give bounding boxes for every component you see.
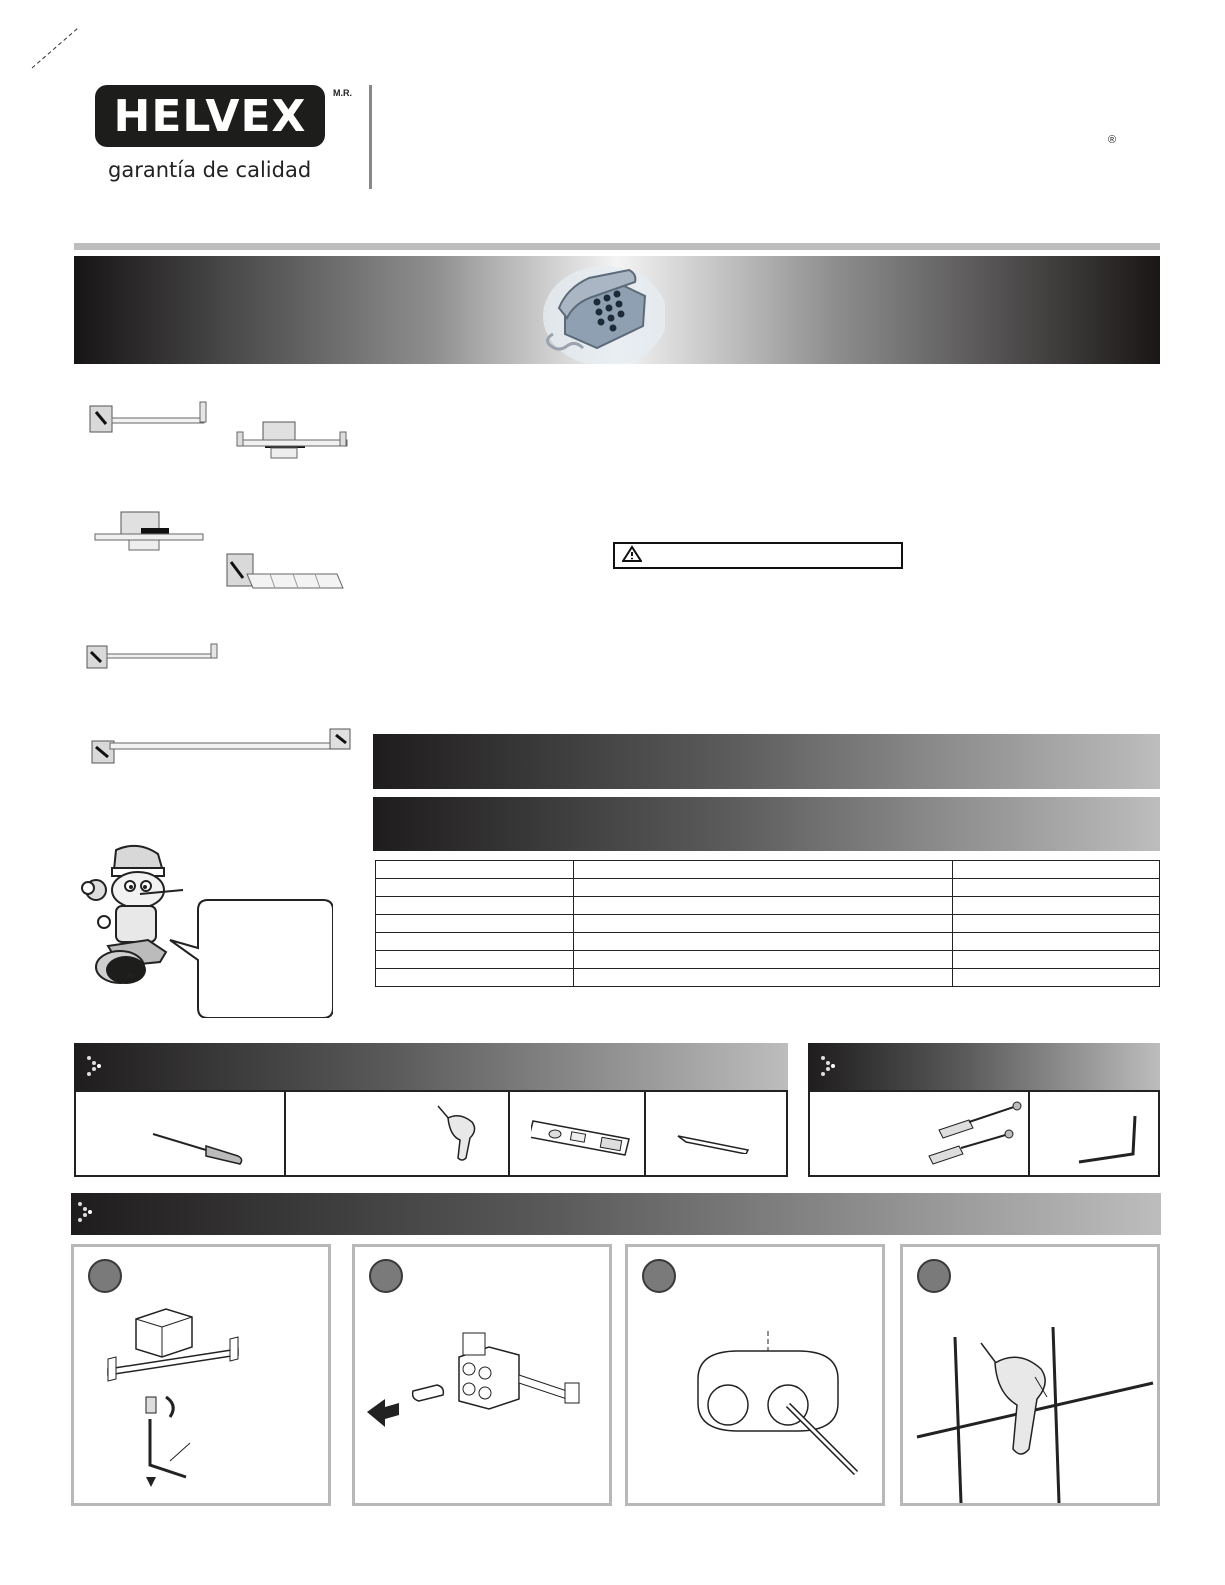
step-panel-1 <box>71 1244 331 1506</box>
product-paper-holder-image <box>88 400 213 438</box>
dots-chevron-icon <box>77 1201 93 1223</box>
table-cell <box>953 861 1160 879</box>
table-row <box>376 861 1160 879</box>
step-panel-2 <box>352 1244 612 1506</box>
table-row <box>376 951 1160 969</box>
parts-header-bar <box>808 1043 1160 1090</box>
logo-trademark: M.R. <box>333 88 352 98</box>
dots-chevron-icon <box>86 1055 102 1077</box>
table-cell <box>376 879 574 897</box>
step-panel-3 <box>625 1244 885 1506</box>
table-cell <box>573 933 953 951</box>
anchors-screws-icon <box>925 1100 1025 1170</box>
steps-header-bar <box>71 1193 1161 1235</box>
screwdriver-icon <box>151 1130 246 1165</box>
divider <box>1028 1092 1030 1175</box>
product-towel-ring-image <box>85 642 225 672</box>
table-cell <box>376 933 574 951</box>
divider <box>508 1092 510 1175</box>
table-row <box>376 969 1160 987</box>
table-cell <box>573 879 953 897</box>
table-cell <box>573 897 953 915</box>
telephone-icon <box>525 256 665 364</box>
drill-icon <box>436 1104 481 1164</box>
tools-panel <box>74 1090 788 1177</box>
table-cell <box>573 861 953 879</box>
table-row <box>376 915 1160 933</box>
table-cell <box>953 897 1160 915</box>
table-cell <box>573 951 953 969</box>
table-cell <box>376 969 574 987</box>
step-panel-4 <box>900 1244 1160 1506</box>
product-hook-image <box>93 510 205 555</box>
step-3-illustration <box>628 1247 882 1503</box>
product-towel-bar-image <box>90 727 355 767</box>
step-4-illustration <box>903 1247 1157 1503</box>
table-cell <box>376 897 574 915</box>
step-1-illustration <box>74 1247 328 1503</box>
product-double-hook-image <box>235 418 350 463</box>
table-cell <box>953 951 1160 969</box>
section-header-bar-1 <box>373 734 1160 789</box>
divider <box>644 1092 646 1175</box>
table-cell <box>953 879 1160 897</box>
table-cell <box>376 951 574 969</box>
dots-chevron-icon <box>820 1055 836 1077</box>
tools-header-bar <box>74 1043 788 1090</box>
table-row <box>376 897 1160 915</box>
divider <box>284 1092 286 1175</box>
table-row <box>376 879 1160 897</box>
table-cell <box>376 861 574 879</box>
warning-triangle-icon <box>622 545 642 563</box>
section-header-bar-2 <box>373 797 1160 851</box>
table-cell <box>953 969 1160 987</box>
logo-wordmark: HELVEX <box>113 91 307 142</box>
level-icon <box>531 1117 631 1159</box>
speech-bubble <box>168 898 333 1018</box>
table-cell <box>573 969 953 987</box>
table-cell <box>953 933 1160 951</box>
warning-box <box>613 542 903 569</box>
table-row <box>376 933 1160 951</box>
product-soap-dish-image <box>225 552 345 597</box>
step-2-illustration <box>355 1247 609 1503</box>
pencil-icon <box>676 1132 751 1154</box>
top-rule <box>74 243 1160 250</box>
parts-panel <box>808 1090 1160 1177</box>
header-divider <box>369 85 372 189</box>
spec-table <box>375 860 1160 987</box>
registered-mark: ® <box>1108 134 1117 146</box>
corner-cut-mark <box>30 25 80 70</box>
table-cell <box>953 915 1160 933</box>
logo-tagline: garantía de calidad <box>108 158 312 182</box>
allen-key-icon <box>1075 1112 1145 1167</box>
table-cell <box>573 915 953 933</box>
table-cell <box>376 915 574 933</box>
